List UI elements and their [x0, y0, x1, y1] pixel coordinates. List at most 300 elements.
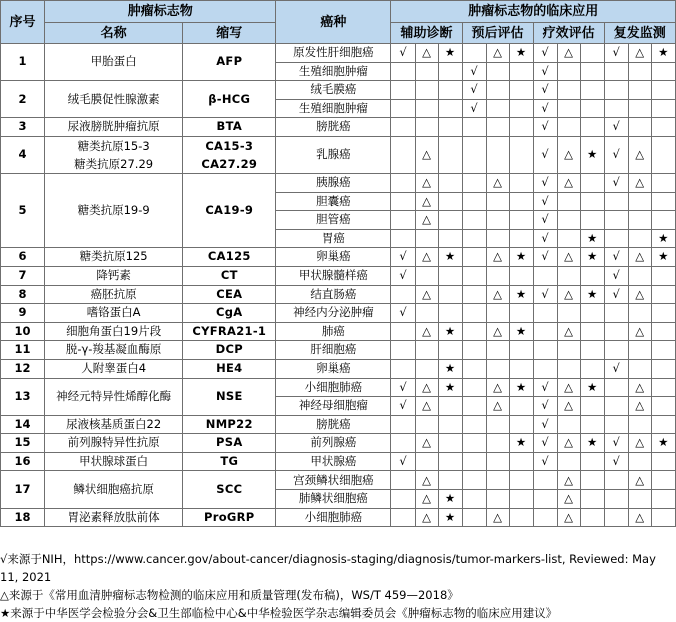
application-mark: [438, 173, 462, 192]
application-mark: [462, 266, 486, 285]
application-mark: [651, 359, 675, 378]
marker-name: 甲状腺球蛋白: [45, 452, 183, 471]
marker-name: [45, 136, 183, 173]
application-mark: [438, 266, 462, 285]
row-number: 5: [1, 173, 45, 247]
application-mark: △: [557, 44, 580, 63]
marker-name: 细胞角蛋白19片段: [45, 322, 183, 341]
application-mark: [486, 471, 509, 490]
cancer-type: 神经内分泌肿瘤: [276, 304, 391, 323]
application-mark: [557, 359, 580, 378]
application-mark: √: [533, 229, 557, 248]
application-mark: [580, 341, 604, 360]
application-mark: [509, 118, 533, 137]
application-mark: [415, 229, 438, 248]
application-mark: [557, 192, 580, 211]
application-mark: ★: [651, 434, 675, 453]
application-mark: ★: [509, 248, 533, 267]
application-mark: √: [533, 62, 557, 81]
application-mark: [533, 490, 557, 509]
application-mark: △: [486, 44, 509, 63]
application-mark: [486, 136, 509, 173]
application-mark: [391, 118, 415, 137]
application-mark: [486, 434, 509, 453]
application-mark: [604, 81, 628, 100]
application-mark: ★: [651, 229, 675, 248]
application-mark: [628, 266, 651, 285]
application-mark: [604, 508, 628, 527]
cancer-type: 乳腺癌: [276, 136, 391, 173]
table-row: [1, 378, 676, 397]
application-mark: [438, 341, 462, 360]
application-mark: [580, 471, 604, 490]
application-mark: [651, 62, 675, 81]
application-mark: [651, 378, 675, 397]
table-row: [1, 248, 676, 267]
application-mark: ★: [651, 44, 675, 63]
marker-abbr: ProGRP: [183, 508, 276, 527]
row-number: 10: [1, 322, 45, 341]
header-cancer: 癌种: [276, 1, 391, 44]
application-mark: [509, 81, 533, 100]
application-mark: [628, 452, 651, 471]
table-row: [1, 341, 676, 360]
application-mark: [462, 211, 486, 230]
application-mark: △: [486, 248, 509, 267]
application-mark: ★: [580, 248, 604, 267]
application-mark: [651, 508, 675, 527]
marker-name: 降钙素: [45, 266, 183, 285]
application-mark: [509, 192, 533, 211]
application-mark: [462, 490, 486, 509]
application-mark: [604, 378, 628, 397]
table-row: [1, 136, 676, 173]
row-number: 2: [1, 81, 45, 118]
application-mark: [462, 304, 486, 323]
application-mark: √: [462, 99, 486, 118]
application-mark: ★: [438, 44, 462, 63]
application-mark: [557, 211, 580, 230]
application-mark: [651, 452, 675, 471]
application-mark: [628, 81, 651, 100]
application-mark: [580, 490, 604, 509]
application-mark: ★: [509, 322, 533, 341]
table-row: [1, 173, 676, 192]
marker-abbr: PSA: [183, 434, 276, 453]
cancer-type: 绒毛膜癌: [276, 81, 391, 100]
application-mark: △: [415, 136, 438, 173]
application-mark: ★: [438, 359, 462, 378]
application-mark: [628, 490, 651, 509]
application-mark: [509, 173, 533, 192]
application-mark: ★: [651, 248, 675, 267]
marker-name: 人附睾蛋白4: [45, 359, 183, 378]
application-mark: [557, 304, 580, 323]
cancer-type: 生殖细胞肿瘤: [276, 99, 391, 118]
application-mark: √: [533, 118, 557, 137]
application-mark: [651, 304, 675, 323]
table-row: [1, 118, 676, 137]
application-mark: [391, 99, 415, 118]
application-mark: √: [391, 44, 415, 63]
application-mark: ★: [580, 229, 604, 248]
application-mark: [509, 452, 533, 471]
application-mark: [557, 99, 580, 118]
application-mark: [462, 378, 486, 397]
application-mark: [486, 99, 509, 118]
application-mark: [486, 62, 509, 81]
application-mark: [580, 397, 604, 416]
table-row: [1, 266, 676, 285]
marker-abbr: β-HCG: [183, 81, 276, 118]
header-row-top: [1, 1, 676, 23]
header-seq: 序号: [1, 1, 45, 44]
table-row: [1, 415, 676, 434]
application-mark: [580, 62, 604, 81]
cancer-type: 肺癌: [276, 322, 391, 341]
cancer-type: 宫颈鳞状细胞癌: [276, 471, 391, 490]
row-number: 4: [1, 136, 45, 173]
application-mark: [391, 173, 415, 192]
header-name: 名称: [45, 23, 183, 44]
application-mark: [628, 341, 651, 360]
application-mark: [604, 99, 628, 118]
application-mark: △: [557, 397, 580, 416]
marker-abbr-line: CA27.29: [201, 156, 258, 171]
application-mark: [415, 266, 438, 285]
application-mark: ★: [580, 136, 604, 173]
application-mark: √: [391, 304, 415, 323]
application-mark: △: [557, 136, 580, 173]
cancer-type: 前列腺癌: [276, 434, 391, 453]
application-mark: [462, 173, 486, 192]
application-mark: △: [415, 285, 438, 304]
application-mark: △: [415, 248, 438, 267]
application-mark: △: [557, 322, 580, 341]
application-mark: √: [533, 248, 557, 267]
application-mark: [533, 508, 557, 527]
marker-abbr: CgA: [183, 304, 276, 323]
application-mark: √: [391, 248, 415, 267]
application-mark: △: [486, 508, 509, 527]
application-mark: [604, 341, 628, 360]
application-mark: [628, 304, 651, 323]
application-mark: ★: [580, 378, 604, 397]
table-row: [1, 304, 676, 323]
cancer-type: 结直肠癌: [276, 285, 391, 304]
application-mark: △: [415, 471, 438, 490]
marker-abbr: AFP: [183, 44, 276, 81]
row-number: 17: [1, 471, 45, 508]
application-mark: [462, 452, 486, 471]
application-mark: △: [557, 508, 580, 527]
application-mark: △: [415, 508, 438, 527]
row-number: 14: [1, 415, 45, 434]
application-mark: √: [533, 44, 557, 63]
application-mark: [509, 508, 533, 527]
application-mark: [580, 322, 604, 341]
cancer-type: 胃癌: [276, 229, 391, 248]
application-mark: [438, 304, 462, 323]
application-mark: [604, 62, 628, 81]
application-mark: [438, 136, 462, 173]
application-mark: [533, 359, 557, 378]
application-mark: [415, 359, 438, 378]
application-mark: [604, 304, 628, 323]
cancer-type: 原发性肝细胞癌: [276, 44, 391, 63]
application-mark: [628, 99, 651, 118]
application-mark: △: [557, 378, 580, 397]
cancer-type: 卵巢癌: [276, 359, 391, 378]
application-mark: [391, 415, 415, 434]
application-mark: [580, 211, 604, 230]
application-mark: [651, 285, 675, 304]
row-number: 3: [1, 118, 45, 137]
table-row: [1, 508, 676, 527]
application-mark: ★: [580, 285, 604, 304]
application-mark: [509, 490, 533, 509]
application-mark: [438, 192, 462, 211]
application-mark: △: [415, 322, 438, 341]
application-mark: △: [486, 285, 509, 304]
application-mark: [438, 415, 462, 434]
application-mark: [628, 359, 651, 378]
application-mark: √: [391, 397, 415, 416]
application-mark: √: [533, 99, 557, 118]
application-mark: [604, 192, 628, 211]
application-mark: [486, 415, 509, 434]
application-mark: [580, 266, 604, 285]
application-mark: [486, 229, 509, 248]
footnote-ws-t: △来源于《常用血清肿瘤标志物检测的临床应用和质量管理(发布稿)，WS/T 459—2018》: [0, 588, 459, 602]
row-number: 6: [1, 248, 45, 267]
application-mark: √: [533, 192, 557, 211]
application-mark: [557, 341, 580, 360]
marker-abbr: CEA: [183, 285, 276, 304]
application-mark: △: [628, 397, 651, 416]
application-mark: [391, 508, 415, 527]
application-mark: [604, 490, 628, 509]
application-mark: [438, 397, 462, 416]
application-mark: √: [604, 434, 628, 453]
footnotes: [0, 550, 676, 622]
application-mark: △: [415, 490, 438, 509]
application-mark: △: [415, 397, 438, 416]
application-mark: [580, 81, 604, 100]
marker-abbr: DCP: [183, 341, 276, 360]
header-clinical-group: 肿瘤标志物的临床应用: [391, 1, 676, 23]
cancer-type: 神经母细胞瘤: [276, 397, 391, 416]
header-efficacy: 疗效评估: [533, 23, 604, 44]
row-number: 18: [1, 508, 45, 527]
application-mark: [415, 452, 438, 471]
application-mark: △: [415, 44, 438, 63]
application-mark: [557, 81, 580, 100]
application-mark: [628, 415, 651, 434]
application-mark: [462, 397, 486, 416]
application-mark: [651, 322, 675, 341]
application-mark: [415, 341, 438, 360]
application-mark: △: [628, 285, 651, 304]
application-mark: [415, 415, 438, 434]
application-mark: [486, 359, 509, 378]
application-mark: √: [391, 452, 415, 471]
application-mark: [557, 229, 580, 248]
application-mark: √: [533, 81, 557, 100]
application-mark: [438, 211, 462, 230]
application-mark: √: [604, 359, 628, 378]
application-mark: [438, 285, 462, 304]
application-mark: ★: [438, 490, 462, 509]
application-mark: [486, 341, 509, 360]
application-mark: [391, 81, 415, 100]
application-mark: △: [486, 397, 509, 416]
application-mark: ★: [438, 378, 462, 397]
application-mark: △: [628, 173, 651, 192]
cancer-type: 肝细胞癌: [276, 341, 391, 360]
application-mark: [509, 266, 533, 285]
application-mark: √: [604, 44, 628, 63]
marker-name: 尿液膀胱肿瘤抗原: [45, 118, 183, 137]
application-mark: △: [557, 471, 580, 490]
cancer-type: 小细胞肺癌: [276, 378, 391, 397]
application-mark: [391, 192, 415, 211]
application-mark: [580, 192, 604, 211]
table-row: [1, 81, 676, 100]
application-mark: △: [628, 248, 651, 267]
application-mark: △: [628, 322, 651, 341]
table-row: [1, 471, 676, 490]
application-mark: △: [557, 490, 580, 509]
marker-name: 鳞状细胞癌抗原: [45, 471, 183, 508]
application-mark: [415, 62, 438, 81]
application-mark: [604, 397, 628, 416]
marker-abbr-line: CA15-3: [205, 138, 254, 153]
marker-name: 糖类抗原19-9: [45, 173, 183, 247]
application-mark: △: [628, 434, 651, 453]
application-mark: [580, 359, 604, 378]
cancer-type: 甲状腺髓样癌: [276, 266, 391, 285]
application-mark: △: [415, 211, 438, 230]
application-mark: [509, 397, 533, 416]
application-mark: [557, 118, 580, 137]
application-mark: [509, 229, 533, 248]
table-row: [1, 285, 676, 304]
application-mark: [557, 415, 580, 434]
table-row: [1, 452, 676, 471]
application-mark: [486, 266, 509, 285]
application-mark: △: [628, 471, 651, 490]
application-mark: [580, 99, 604, 118]
application-mark: △: [557, 285, 580, 304]
application-mark: [462, 508, 486, 527]
marker-abbr: SCC: [183, 471, 276, 508]
application-mark: [604, 471, 628, 490]
application-mark: [580, 173, 604, 192]
application-mark: [651, 81, 675, 100]
application-mark: √: [533, 136, 557, 173]
application-mark: [509, 62, 533, 81]
application-mark: [462, 434, 486, 453]
application-mark: ★: [509, 378, 533, 397]
application-mark: △: [557, 173, 580, 192]
application-mark: [486, 81, 509, 100]
marker-abbr: CA19-9: [183, 173, 276, 247]
application-mark: [415, 118, 438, 137]
table-body: [1, 1, 676, 527]
cancer-type: 卵巢癌: [276, 248, 391, 267]
application-mark: [557, 266, 580, 285]
application-mark: [391, 62, 415, 81]
row-number: 11: [1, 341, 45, 360]
header-marker-group: 肿瘤标志物: [45, 1, 276, 23]
application-mark: [533, 341, 557, 360]
application-mark: [580, 304, 604, 323]
cancer-type: 肺鳞状细胞癌: [276, 490, 391, 509]
marker-abbr: CYFRA21-1: [183, 322, 276, 341]
application-mark: ★: [438, 248, 462, 267]
application-mark: [415, 99, 438, 118]
application-mark: ★: [509, 434, 533, 453]
application-mark: [391, 490, 415, 509]
application-mark: [391, 285, 415, 304]
application-mark: [486, 192, 509, 211]
application-mark: [509, 341, 533, 360]
marker-abbr: [183, 136, 276, 173]
marker-name: 前列腺特异性抗原: [45, 434, 183, 453]
application-mark: ★: [438, 508, 462, 527]
application-mark: [651, 471, 675, 490]
application-mark: √: [604, 285, 628, 304]
application-mark: △: [628, 378, 651, 397]
application-mark: [651, 415, 675, 434]
application-mark: △: [415, 173, 438, 192]
row-number: 13: [1, 378, 45, 415]
cancer-type: 膀胱癌: [276, 415, 391, 434]
table-row: [1, 44, 676, 63]
marker-name-line: 糖类抗原15-3: [77, 138, 150, 153]
application-mark: [651, 192, 675, 211]
application-mark: [415, 81, 438, 100]
cancer-type: 生殖细胞肿瘤: [276, 62, 391, 81]
application-mark: √: [604, 136, 628, 173]
application-mark: [628, 192, 651, 211]
application-mark: [604, 211, 628, 230]
table-row: [1, 434, 676, 453]
application-mark: [509, 471, 533, 490]
table-row: [1, 322, 676, 341]
application-mark: [533, 266, 557, 285]
application-mark: [438, 81, 462, 100]
application-mark: √: [533, 378, 557, 397]
application-mark: [462, 322, 486, 341]
application-mark: △: [415, 192, 438, 211]
application-mark: [391, 211, 415, 230]
application-mark: [509, 136, 533, 173]
application-mark: √: [462, 81, 486, 100]
application-mark: [628, 118, 651, 137]
application-mark: △: [415, 434, 438, 453]
application-mark: [628, 229, 651, 248]
row-number: 8: [1, 285, 45, 304]
application-mark: [557, 62, 580, 81]
marker-abbr: TG: [183, 452, 276, 471]
application-mark: △: [415, 378, 438, 397]
cancer-type: 小细胞肺癌: [276, 508, 391, 527]
header-prognosis: 预后评估: [462, 23, 533, 44]
application-mark: △: [628, 136, 651, 173]
application-mark: △: [486, 378, 509, 397]
